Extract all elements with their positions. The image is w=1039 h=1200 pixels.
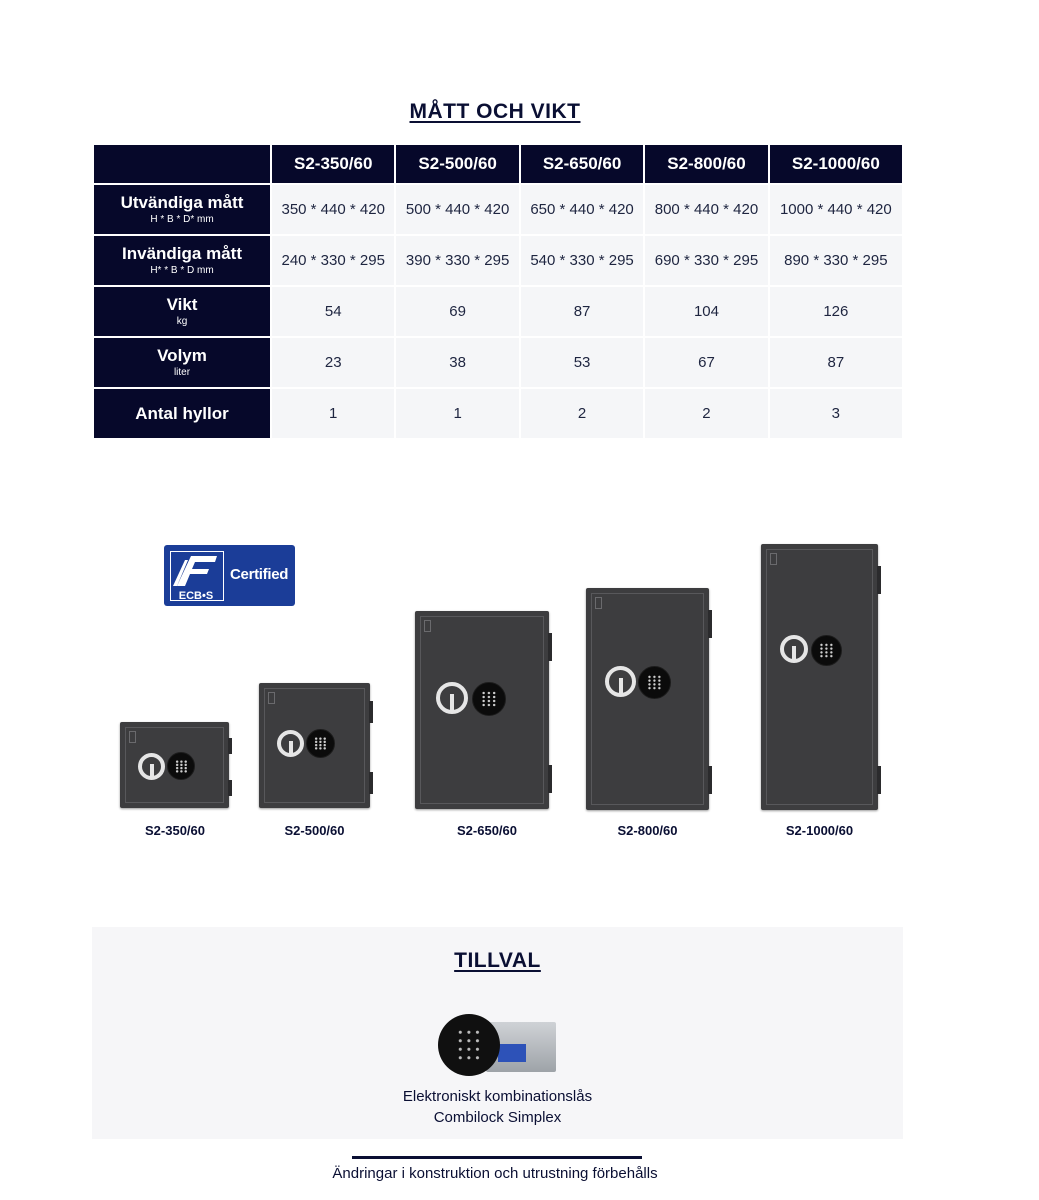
spec-table: [92, 143, 904, 440]
table-cell: 890 * 330 * 295: [770, 236, 902, 285]
footer-disclaimer: Ändringar i konstruktion och utrustning förbehålls: [332, 1165, 658, 1182]
row-label: Vikt: [166, 294, 198, 314]
table-cell: 67: [645, 338, 767, 387]
safe-hinge: [877, 766, 881, 794]
row-unit: kg: [176, 315, 188, 327]
safe-door: [766, 549, 873, 805]
table-cell: 87: [521, 287, 643, 336]
row-unit: H* * B * D mm: [150, 264, 214, 276]
safe-door: [591, 593, 704, 805]
column-header: S2-650/60: [521, 145, 643, 183]
table-cell: 500 * 440 * 420: [396, 185, 518, 234]
column-header: S2-350/60: [272, 145, 394, 183]
option-item-name: Elektroniskt kombinationslås: [402, 1088, 593, 1105]
options-section: [92, 927, 903, 1139]
table-cell: 3: [770, 389, 902, 438]
safe-hinge: [708, 766, 712, 794]
table-cell: 1: [272, 389, 394, 438]
keypad-icon: [306, 729, 335, 758]
table-cell: 1: [396, 389, 518, 438]
table-cell: 23: [272, 338, 394, 387]
safe-caption: S2-800/60: [617, 823, 678, 838]
table-cell: 2: [521, 389, 643, 438]
row-unit: H * B * D* mm: [150, 213, 214, 225]
row-label: Invändiga mått: [122, 243, 242, 263]
safe-image-s2-500: [259, 683, 370, 808]
row-header: [94, 389, 270, 438]
safe-hinge: [877, 566, 881, 594]
safe-hinge: [228, 780, 232, 796]
table-cell: 690 * 330 * 295: [645, 236, 767, 285]
safe-image-s2-650: [415, 611, 549, 809]
safe-hinge: [548, 765, 552, 793]
safe-image-s2-1000: [761, 544, 878, 810]
page-title: MÅTT OCH VIKT: [409, 100, 581, 123]
row-label: Volym: [157, 345, 207, 365]
certified-label: Certified: [230, 566, 289, 583]
row-unit: liter: [173, 366, 191, 378]
keypad-icon: [438, 1014, 500, 1076]
safe-image-s2-800: [586, 588, 709, 810]
table-cell: 126: [770, 287, 902, 336]
brand-icon: [268, 692, 275, 704]
table-row: [94, 338, 902, 387]
safe-caption: S2-1000/60: [785, 823, 854, 838]
safe-handle-icon: [780, 635, 808, 663]
option-item-description: [92, 1086, 903, 1128]
safe-caption: S2-350/60: [145, 823, 205, 838]
row-header: [94, 287, 270, 336]
row-header: [94, 185, 270, 234]
keypad-icon: [638, 666, 671, 699]
column-header: S2-800/60: [645, 145, 767, 183]
options-heading: TILLVAL: [454, 949, 541, 972]
option-item-model: Combilock Simplex: [433, 1109, 562, 1126]
safe-hinge: [369, 701, 373, 723]
table-row: [94, 236, 902, 285]
safe-handle-icon: [138, 753, 165, 780]
safe-caption: S2-650/60: [457, 823, 517, 838]
safe-hinge: [369, 772, 373, 794]
table-cell: 87: [770, 338, 902, 387]
table-cell: 54: [272, 287, 394, 336]
safe-hinge: [708, 610, 712, 638]
table-cell: 38: [396, 338, 518, 387]
table-cell: 800 * 440 * 420: [645, 185, 767, 234]
table-cell: 350 * 440 * 420: [272, 185, 394, 234]
table-row: [94, 287, 902, 336]
footer-divider: [352, 1156, 642, 1159]
row-header: [94, 236, 270, 285]
table-cell: 650 * 440 * 420: [521, 185, 643, 234]
safe-caption: S2-500/60: [284, 823, 345, 838]
table-cell: 104: [645, 287, 767, 336]
table-cell: 2: [645, 389, 767, 438]
safe-hinge: [228, 738, 232, 754]
column-header: S2-1000/60: [770, 145, 902, 183]
safe-image-s2-350: [120, 722, 229, 808]
column-header: S2-500/60: [396, 145, 518, 183]
keypad-icon: [472, 682, 506, 716]
lock-label: [498, 1044, 526, 1062]
electronic-lock-image: [438, 1014, 558, 1080]
row-label: Utvändiga mått: [120, 192, 244, 212]
table-cell: 240 * 330 * 295: [272, 236, 394, 285]
table-row: [94, 389, 902, 438]
brand-icon: [595, 597, 602, 609]
ecbs-certified-badge: [164, 545, 295, 606]
table-header-row: [94, 145, 902, 183]
table-cell: 390 * 330 * 295: [396, 236, 518, 285]
keypad-icon: [167, 752, 195, 780]
safe-hinge: [548, 633, 552, 661]
brand-icon: [129, 731, 136, 743]
safe-handle-icon: [605, 666, 636, 697]
brand-icon: [770, 553, 777, 565]
safe-handle-icon: [436, 682, 468, 714]
table-cell: 69: [396, 287, 518, 336]
table-cell: 53: [521, 338, 643, 387]
brand-icon: [424, 620, 431, 632]
safe-handle-icon: [277, 730, 304, 757]
row-header: [94, 338, 270, 387]
table-cell: 1000 * 440 * 420: [770, 185, 902, 234]
row-label: Antal hyllor: [135, 403, 229, 423]
table-corner-cell: [94, 145, 270, 183]
table-row: [94, 185, 902, 234]
keypad-icon: [811, 635, 842, 666]
table-cell: 540 * 330 * 295: [521, 236, 643, 285]
ecbs-logo-text: ECB•S: [178, 590, 214, 602]
